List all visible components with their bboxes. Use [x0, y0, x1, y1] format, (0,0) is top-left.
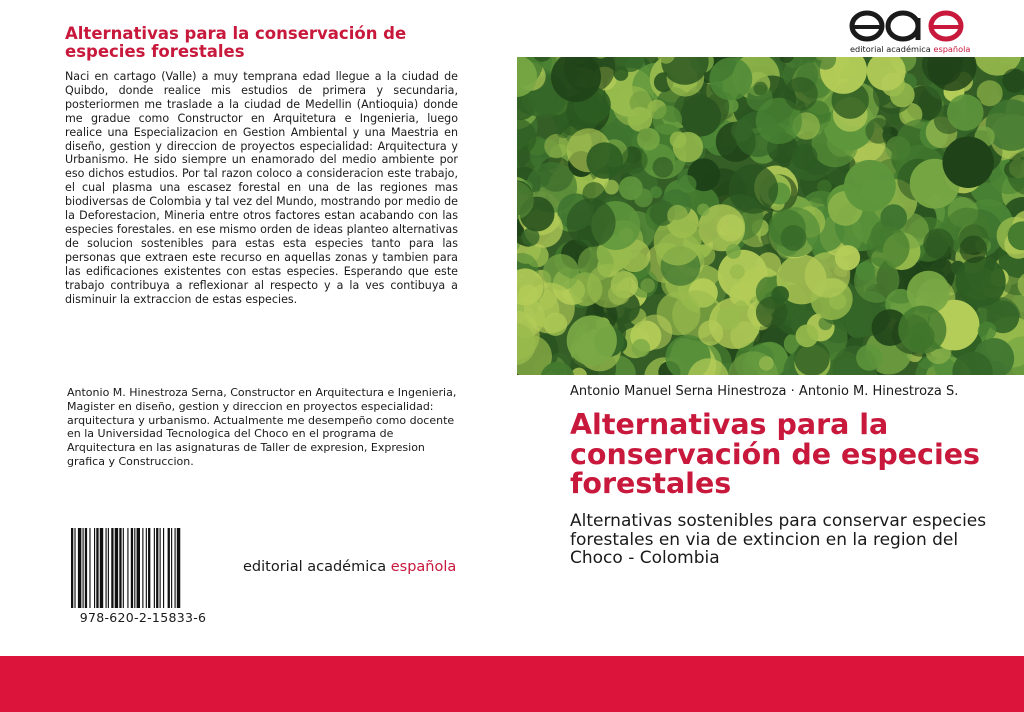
tree-crown [730, 264, 745, 279]
barcode-bar [85, 528, 87, 608]
cover-forest-photo [517, 57, 1024, 375]
forest-canopy-image [517, 57, 1024, 375]
tree-crown [650, 186, 662, 198]
tree-crown [735, 300, 748, 313]
tree-crown [587, 264, 631, 308]
tree-crown [619, 176, 643, 200]
tree-crown [698, 320, 723, 345]
tree-crown [731, 120, 753, 142]
tree-crown [717, 214, 744, 241]
barcode-bar [171, 528, 172, 608]
back-cover-title: Alternativas para la conservación de especies forestales [65, 24, 407, 61]
barcode-bar [94, 528, 95, 608]
tree-crown [817, 180, 832, 195]
tree-crown [792, 144, 818, 170]
barcode-icon [71, 528, 215, 608]
barcode-bar [168, 528, 170, 608]
barcode-bar [100, 528, 103, 608]
tree-crown [796, 324, 819, 347]
tree-crown [845, 313, 870, 338]
barcode-bar [119, 528, 121, 608]
tree-crown [784, 77, 818, 111]
barcode-bar [127, 528, 128, 608]
tree-crown [771, 286, 789, 304]
tree-crown [680, 96, 721, 137]
tree-crown [670, 131, 687, 148]
tree-crown [778, 155, 791, 168]
tree-crown [613, 86, 653, 126]
barcode-bar [163, 528, 164, 608]
barcode-bar [111, 528, 113, 608]
front-cover-title: Alternativas para la conservación de especies forestales [570, 408, 981, 500]
publisher-name-part2: española [390, 559, 457, 575]
tree-crown [567, 315, 617, 365]
tree-crown [754, 82, 768, 96]
tree-crown [614, 66, 629, 81]
barcode-bar [74, 528, 75, 608]
tree-crown [632, 339, 650, 357]
logo-caption [850, 44, 970, 54]
tree-crown [679, 175, 697, 193]
tree-crown [653, 105, 683, 135]
barcode-bar [106, 528, 107, 608]
barcode-bar [131, 528, 133, 608]
barcode-bar [160, 528, 161, 608]
author-bio: Antonio M. Hinestroza Serna, Constructor en Arquitectura e Ingenieria, Magister en diseño, gestion y direccion en proyectos especialidad: arquitectura y urbanismo. Actualmente me desempeño como docente en la Universidad Tecnologica del Choco en el programa de Arquitectura en las asignaturas de Taller de expresion, Expresion grafica y Construccion. [67, 386, 457, 468]
tree-crown [524, 283, 575, 334]
tree-crown [956, 256, 1006, 306]
bottom-color-band [0, 656, 1024, 712]
barcode-bar [89, 528, 90, 608]
barcode-bar [148, 528, 150, 608]
tree-crown [947, 94, 984, 131]
barcode-bar [83, 528, 84, 608]
front-cover-authors: Antonio Manuel Serna Hinestroza · Antonio M. Hinestroza S. [570, 384, 959, 399]
tree-crown [844, 160, 896, 212]
tree-crown [667, 205, 688, 226]
tree-crown [756, 252, 781, 277]
tree-crown [567, 198, 616, 247]
barcode-bar [108, 528, 109, 608]
tree-crown [604, 180, 619, 195]
publisher-name-part1: editorial académica [243, 559, 391, 575]
back-publisher-name [243, 559, 456, 575]
tree-crown [621, 147, 648, 174]
tree-crown [943, 137, 994, 188]
barcode-bar [175, 528, 176, 608]
barcode-bar [154, 528, 155, 608]
tree-crown [556, 124, 570, 138]
tree-crown [805, 252, 851, 298]
logo-caption-part1: editorial académica [850, 44, 934, 54]
tree-crown [729, 164, 779, 214]
barcode-bar [156, 528, 158, 608]
tree-crown [978, 322, 997, 341]
barcode-bar [71, 528, 73, 608]
tree-crown [923, 229, 953, 259]
back-cover-blurb: Naci en cartago (Valle) a muy temprana edad llegue a la ciudad de Quibdo, donde realice mis estudios de primera y secundaria, posteriormen me traslade a la ciudad de Medellin (Antioquia) donde me gradue como Constructor en Arquitetura e Ingenieria, luego realice una Especializacion en Gestion Ambiental y una Maestria en diseño, gestion y direccion de proyectos especialidad: Arquitectura y Urbanismo. He sido siempre un enamorado del medio ambiente por eso dichos estudios. Por tal razon coloco a consideracion este trabajo, el cual plasma una escasez forestal en una de las regiones mas biodiversas de Colombia y tal vez del Mundo, mostrando por medio de la Deforestacion, Mineria entre otros factores estan acabando con las especies forestales. en ese mismo orden de ideas planteo alternativas de solucion sostenibles para estas esta especies tanto para las personas que extraen este recurso en aquellas zonas y tambien para las edificaciones existentes con estas especies. Esperando que este trabajo contribuya a reflexionar al respecto y a la ves contibuya a disminuir la extraccion de estas especies. [65, 70, 458, 306]
barcode-bar [96, 528, 98, 608]
tree-crown [960, 236, 987, 263]
barcode [68, 528, 218, 626]
barcode-bar [142, 528, 143, 608]
barcode-bar [146, 528, 147, 608]
front-cover-subtitle: Alternativas sostenibles para conservar especies forestales en via de extincion en la region del Choco - Colombia [570, 511, 987, 568]
logo-caption-part2: española [933, 44, 971, 54]
tree-crown [586, 142, 623, 179]
barcode-bar [134, 528, 135, 608]
barcode-bar [123, 528, 124, 608]
tree-crown [856, 262, 875, 281]
barcode-bar [78, 528, 81, 608]
tree-crown [898, 306, 946, 354]
tree-crown [697, 204, 709, 216]
tree-crown [653, 157, 674, 178]
tree-crown [709, 57, 752, 100]
barcode-bar [115, 528, 118, 608]
tree-crown [865, 118, 891, 144]
isbn-number: 978-620-2-15833-6 [79, 610, 207, 625]
tree-crown [726, 244, 741, 259]
tree-crown [781, 225, 807, 251]
tree-crown [637, 128, 660, 151]
barcode-bar [177, 528, 180, 608]
tree-crown [856, 345, 882, 371]
tree-crown [866, 226, 909, 269]
barcode-bar [137, 528, 140, 608]
